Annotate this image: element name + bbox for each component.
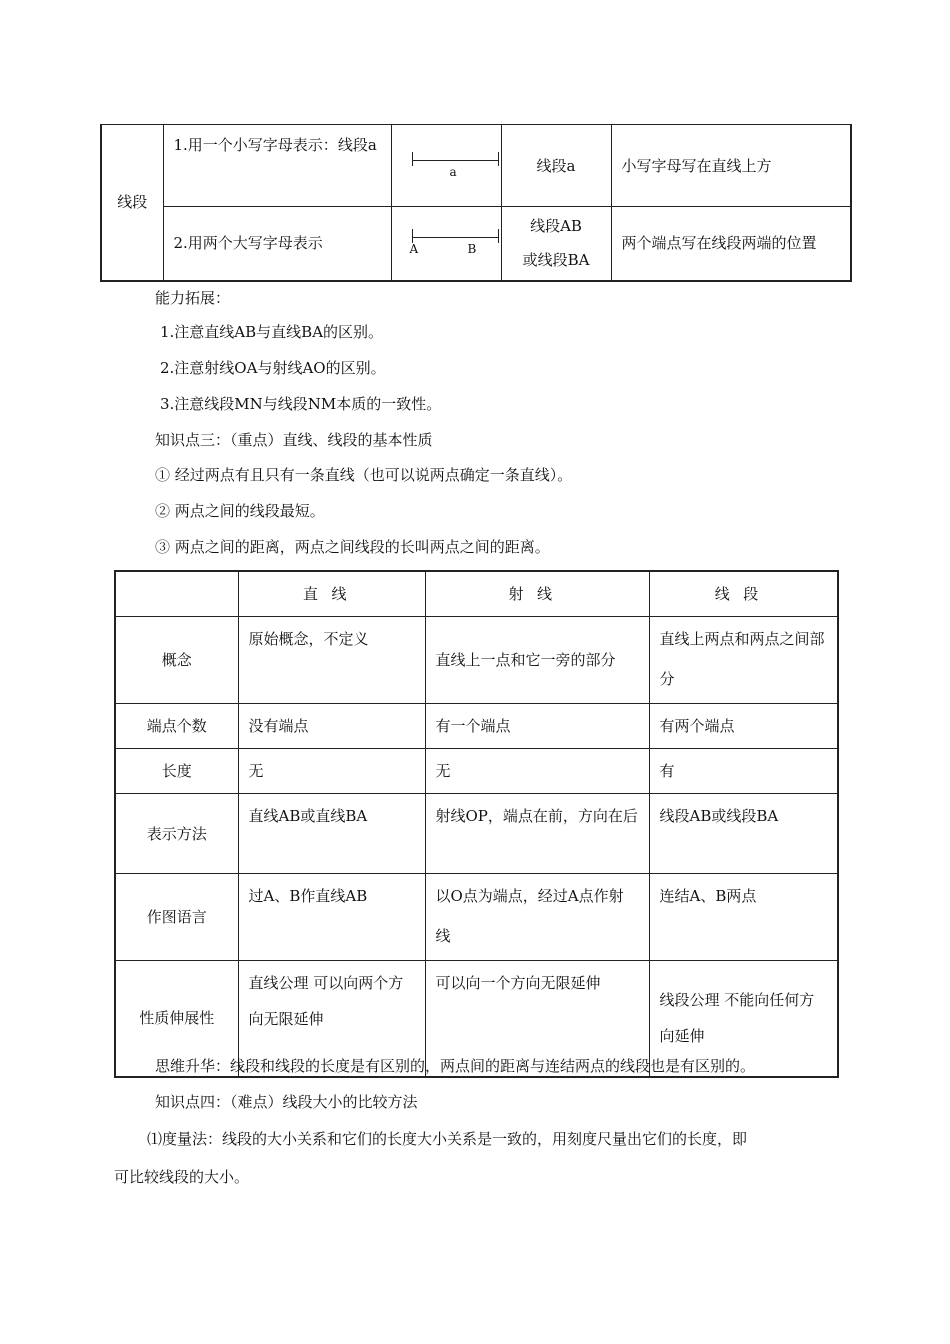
row-label: 性质伸展性: [115, 961, 238, 1077]
cell-line: 没有端点: [238, 704, 425, 749]
thinking-upgrade: 思维升华：线段和线段的长度是有区别的，两点间的距离与连结两点的线段也是有区别的。: [155, 1057, 756, 1075]
method-lowercase: 1.用一个小写字母表示：线段a: [163, 125, 391, 207]
header-empty: [115, 571, 238, 617]
cell-line: 无: [238, 749, 425, 794]
notation-segment-a: 线段a: [501, 125, 611, 207]
knowledge-point-4-title: 知识点四：（难点）线段大小的比较方法: [155, 1093, 418, 1111]
cell-segment: 有两个端点: [649, 704, 838, 749]
cell-ray: 可以向一个方向无限延伸: [425, 961, 649, 1077]
header-segment: 线段: [649, 571, 838, 617]
knowledge-point-3-item-2: ② 两点之间的线段最短。: [155, 502, 325, 520]
cell-ray: 直线上一点和它一旁的部分: [425, 617, 649, 704]
ability-item-2: 2.注意射线OA与射线AO的区别。: [160, 359, 386, 377]
knowledge-point-3-title: 知识点三：（重点）直线、线段的基本性质: [155, 431, 433, 449]
cell-segment: 线段AB或线段BA: [649, 794, 838, 874]
cell-ray: 以O点为端点，经过A点作射线: [425, 874, 649, 961]
cell-line: 过A、B作直线AB: [238, 874, 425, 961]
knowledge-point-3-item-1: ① 经过两点有且只有一条直线（也可以说两点确定一条直线）。: [155, 466, 573, 484]
method-uppercase: 2.用两个大写字母表示: [163, 207, 391, 281]
notation-ab: 线段AB: [530, 217, 582, 236]
knowledge-point-4-item-1a: ⑴度量法：线段的大小关系和它们的长度大小关系是一致的，用刻度尺量出它们的长度，即: [147, 1130, 748, 1148]
knowledge-point-4-item-1b: 可比较线段的大小。: [114, 1168, 250, 1186]
cell-line: 直线AB或直线BA: [238, 794, 425, 874]
note-lowercase: 小写字母写在直线上方: [611, 125, 851, 207]
row-label: 端点个数: [115, 704, 238, 749]
row-label: 作图语言: [115, 874, 238, 961]
segment-label-B: B: [467, 242, 477, 257]
row-label: 长度: [115, 749, 238, 794]
cell-segment: 线段公理 不能向任何方向延伸: [649, 961, 838, 1077]
segment-figure-ab: [391, 207, 501, 281]
line-ray-segment-comparison-table: [114, 570, 839, 1078]
cell-segment: 连结A、B两点: [649, 874, 838, 961]
ability-item-1: 1.注意直线AB与直线BA的区别。: [160, 323, 384, 341]
note-uppercase: 两个端点写在线段两端的位置: [611, 207, 851, 281]
segment-notation-table: [100, 124, 852, 282]
notation-segment-ab: [501, 207, 611, 281]
cell-line: 原始概念，不定义: [238, 617, 425, 704]
cell-ray: 有一个端点: [425, 704, 649, 749]
cell-segment: 有: [649, 749, 838, 794]
knowledge-point-3-item-3: ③ 两点之间的距离，两点之间线段的长叫两点之间的距离。: [155, 538, 550, 556]
row-label: 表示方法: [115, 794, 238, 874]
cell-line: 直线公理 可以向两个方向无限延伸: [238, 961, 425, 1077]
notation-ba: 或线段BA: [522, 251, 590, 270]
row-label-segment: 线段: [101, 125, 163, 281]
segment-label-A: A: [409, 242, 419, 257]
cell-ray: 射线OP，端点在前，方向在后: [425, 794, 649, 874]
ability-title: 能力拓展：: [155, 289, 231, 307]
header-line: 直线: [238, 571, 425, 617]
cell-ray: 无: [425, 749, 649, 794]
segment-figure-a: [391, 125, 501, 207]
segment-label-a: a: [449, 164, 457, 179]
header-ray: 射线: [425, 571, 649, 617]
ability-item-3: 3.注意线段MN与线段NM本质的一致性。: [160, 395, 442, 413]
row-label: 概念: [115, 617, 238, 704]
cell-segment: 直线上两点和两点之间部分: [649, 617, 838, 704]
